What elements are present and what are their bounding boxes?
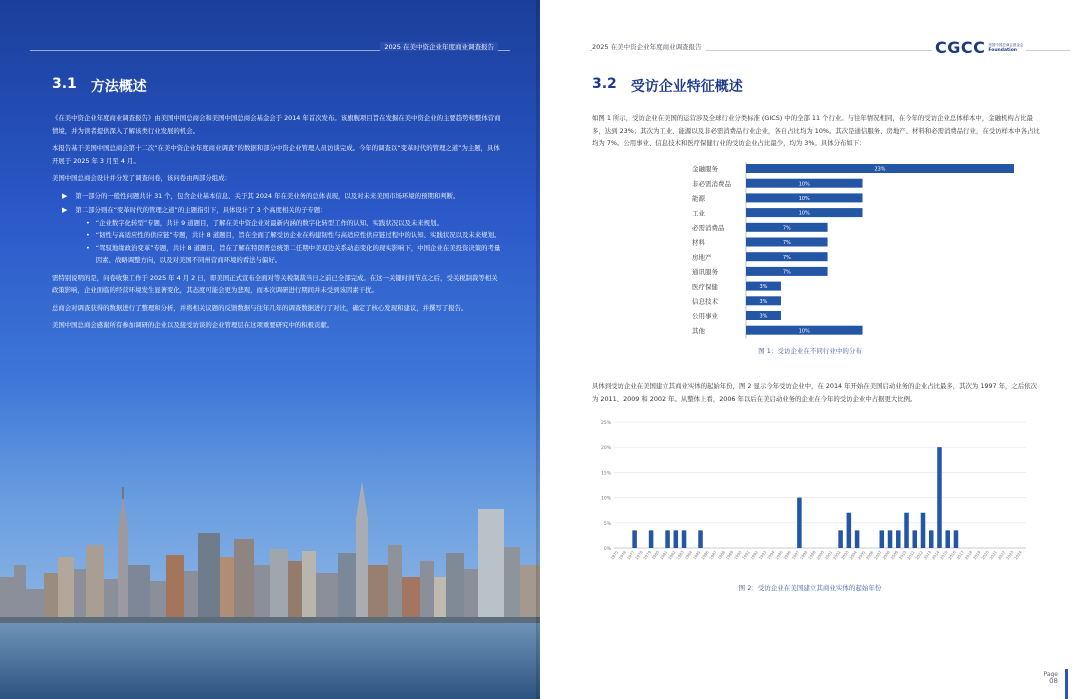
- paragraph: 具体到受访企业在美国建立其商业实体的起始年份，图 2 显示今年受访企业中，在 2014 年开始在美国启动业务的企业占比最多，其次为 1997 年，之后依次为 2011、2009 和 2002 年。从整体上看，2006 年以后在美启动业务的企业在今年的受访企业中占据更大比例。: [592, 382, 1037, 403]
- section-title: 方法概述: [90, 79, 147, 95]
- x-tick-label: 1994: [765, 549, 776, 561]
- category-label: 材料: [692, 238, 705, 247]
- x-tick-label: 2016: [947, 549, 957, 561]
- x-tick-label: 1982: [666, 549, 677, 561]
- paragraph: 美国中国总商会感谢所有参加调研的企业以及接受访谈的企业管理层在这项重要研究中的积极贡献。: [52, 321, 334, 329]
- y-tick-label: 25%: [600, 421, 611, 426]
- x-tick-label: 2019: [971, 549, 982, 561]
- sub-list-item: • “驾驭地缘政治变革”专题，共计 8 道题目，旨在了解在特朗普总统第二任期中美双边关系动态变化的现实影响下，中国企业在美投资决策的考量因素、战略调整方向，以及对美国不同州营商环境的看法与偏好。: [52, 242, 502, 267]
- bar-value-label: 3%: [759, 298, 768, 305]
- y-tick-label: 15%: [600, 471, 611, 477]
- x-tick-label: 2004: [848, 549, 858, 561]
- logo-subtext: 美国中国总商会基金会 Foundation: [988, 42, 1024, 53]
- x-tick-label: 1986: [699, 549, 710, 561]
- x-tick-label: 2021: [988, 549, 998, 561]
- bar: [921, 513, 926, 548]
- founding-year-bar-chart: [592, 412, 1032, 582]
- bar: [682, 530, 687, 548]
- section-number: 3.2: [592, 76, 617, 92]
- x-tick-label: 2023: [1004, 549, 1015, 561]
- bar-value-label: 7%: [782, 225, 791, 232]
- bar: [880, 530, 885, 548]
- y-tick-label: 0%: [603, 547, 611, 552]
- bar: [945, 530, 950, 548]
- x-tick-label: 1975: [609, 549, 619, 561]
- city-skyline-image: [0, 469, 540, 699]
- x-tick-label: 1988: [716, 549, 727, 561]
- x-tick-label: 2010: [897, 549, 908, 561]
- bar-value-label: 7%: [782, 240, 791, 247]
- x-tick-label: 1981: [658, 549, 669, 561]
- bar: [698, 530, 703, 548]
- x-tick-label: 2020: [980, 549, 990, 561]
- list-item: ▶ 第二部分则在“变革时代的管理之道”的主题指引下，具体设计了 3 个高度相关的子专题：: [52, 204, 502, 217]
- x-tick-label: 2014: [930, 549, 941, 561]
- x-tick-label: 2007: [872, 549, 883, 561]
- sub-list-item: • “企业数字化转型”专题，共计 9 道题目，了解在美中资企业对最新内涵的数字化转型工作的认知、实践状况以及未来规划。: [52, 217, 502, 230]
- sub-list-item: • “韧性与高适应性的供应链”专题，共计 8 道题目，旨在全面了解受访企业在构建韧性与高适应性供应链过程中的认知、实践状况以及未来规划。: [52, 229, 502, 242]
- bar: [904, 513, 909, 548]
- x-tick-label: 1995: [774, 549, 784, 561]
- bar: [632, 530, 637, 548]
- industry-bar-chart: [592, 162, 1032, 340]
- right-page: [540, 0, 1080, 699]
- x-tick-label: 2011: [905, 549, 916, 561]
- paragraph: 美国中国总商会设计并分发了调查问卷，该问卷由两部分组成：: [52, 174, 231, 182]
- x-tick-label: 1999: [807, 549, 817, 561]
- bar: [912, 530, 917, 548]
- section-title: 受访企业特征概述: [630, 79, 743, 95]
- x-tick-label: 2018: [963, 549, 974, 561]
- x-tick-label: 2024: [1013, 549, 1023, 561]
- bar: [674, 530, 679, 548]
- figure-caption: 图 1：受访企业在不同行业中的分布: [758, 347, 862, 355]
- x-tick-label: 1998: [798, 549, 809, 561]
- bar-value-label: 23%: [874, 166, 886, 173]
- dot-bullet-icon: •: [86, 218, 90, 227]
- method-body: [52, 112, 502, 337]
- paragraph: 如图 1 所示，受访企业在美国的运营涉及全球行业分类标准 (GICS) 中的全部 11 个行业。与往年情况相同，在今年的受访企业总体样本中，金融机构占比最多，达到 23%；其次为工业、能源以及非必需消费品行业企业，各自占比均为 10%。其次是通信服务、房地产、材料和必需消费品行业，在受访样本中各占比均为 7%。公用事业、信息技术和医疗保健行业的受访企业占比最少，均为 3%。具体分布如下：: [592, 114, 1040, 147]
- x-tick-label: 2001: [823, 549, 834, 561]
- paragraph: 总商会对调查获得的数据进行了整理和分析，并将相关议题的反馈数据与往年几年的调查数据进行了对比，确定了核心发现和建议，并撰写了报告。: [52, 303, 468, 312]
- y-tick-label: 10%: [600, 496, 611, 502]
- bar-value-label: 10%: [798, 196, 810, 202]
- x-tick-label: 2017: [955, 549, 966, 561]
- dot-bullet-icon: •: [86, 243, 90, 252]
- bar: [838, 530, 843, 548]
- paragraph: 本报告基于美国中国总商会第十二次“在美中资企业年度商业调查”的数据和部分中资企业管理人员访谈完成。今年的调查以“变革时代的管理之道”为主题，具体开展于 2025 年 3 月至 4 月。: [52, 144, 500, 165]
- bar: [888, 530, 893, 548]
- figure-caption: 图 2：受访企业在美国建立其商业实体的起始年份: [738, 584, 882, 592]
- bar: [797, 498, 802, 548]
- x-tick-label: 1976: [617, 549, 628, 561]
- x-tick-label: 1978: [634, 549, 644, 561]
- bar-value-label: 7%: [782, 254, 791, 261]
- category-label: 必需消费品: [692, 224, 725, 232]
- bar-value-label: 10%: [798, 181, 810, 188]
- x-tick-label: 2013: [922, 549, 933, 561]
- running-header: 2025 在美中资企业年度商业调查报告: [380, 42, 498, 51]
- category-label: 能源: [692, 194, 705, 203]
- x-tick-label: 2008: [881, 549, 891, 561]
- bar-value-label: 3%: [759, 313, 768, 320]
- bar: [855, 530, 860, 548]
- section-heading: [592, 76, 743, 96]
- cgcc-logo: [932, 38, 1026, 57]
- category-label: 其他: [692, 326, 705, 335]
- bar-value-label: 7%: [782, 269, 791, 276]
- triangle-bullet-icon: ▶: [62, 191, 68, 200]
- bar: [929, 530, 934, 548]
- category-label: 公用事业: [692, 312, 718, 321]
- x-tick-label: 2012: [914, 549, 924, 561]
- bar: [649, 530, 654, 548]
- x-tick-label: 1989: [724, 549, 735, 561]
- category-label: 工业: [692, 209, 705, 218]
- dot-bullet-icon: •: [86, 231, 90, 239]
- section-heading: [52, 76, 147, 96]
- x-tick-label: 2022: [996, 549, 1007, 561]
- section-number: 3.1: [52, 76, 77, 92]
- x-tick-label: 1996: [782, 549, 792, 561]
- page-accent-bar: [1065, 669, 1068, 699]
- bar-value-label: 3%: [759, 284, 768, 291]
- x-tick-label: 1992: [749, 549, 760, 561]
- x-tick-label: 1980: [650, 549, 661, 561]
- category-label: 医疗保健: [692, 282, 718, 291]
- x-tick-label: 2002: [831, 549, 842, 561]
- category-label: 信息技术: [692, 297, 718, 306]
- x-tick-label: 2009: [889, 549, 900, 561]
- x-tick-label: 1991: [741, 549, 751, 561]
- x-tick-label: 1985: [691, 549, 702, 561]
- x-tick-label: 1993: [757, 549, 768, 561]
- page-number: Page 08: [1043, 671, 1058, 685]
- x-tick-label: 2006: [864, 549, 875, 561]
- x-tick-label: 2003: [840, 549, 850, 561]
- category-label: 房地产: [692, 253, 712, 262]
- logo-wordmark: CGCC: [935, 38, 986, 57]
- bar: [847, 513, 852, 548]
- bar-value-label: 10%: [798, 210, 810, 217]
- bar-value-label: 10%: [798, 328, 810, 335]
- x-tick-label: 1983: [675, 549, 685, 561]
- x-tick-label: 1984: [683, 549, 694, 561]
- y-tick-label: 5%: [603, 521, 611, 527]
- category-label: 金融服务: [692, 165, 718, 174]
- bar: [954, 530, 959, 548]
- x-tick-label: 1979: [642, 549, 652, 561]
- bar: [896, 530, 901, 548]
- category-label: 非必需消费品: [692, 179, 731, 188]
- triangle-bullet-icon: ▶: [62, 206, 68, 214]
- x-tick-label: 2015: [938, 549, 949, 561]
- bar: [937, 447, 942, 548]
- paragraph: 需特别说明的是，问卷收集工作于 2025 年 4 月 2 日，即美国正式宣布全面对等关税制裁当日之前已全部完成。在这一关键时间节点之后，受关税制裁等相关政策影响，企业面临的经营环境发生显著变化，其态度可能会更为悲观，而本次调研进行期间并未受到该因素干扰。: [52, 273, 498, 294]
- x-tick-label: 2005: [856, 549, 867, 561]
- x-tick-label: 2000: [815, 549, 825, 561]
- category-label: 通讯服务: [692, 268, 718, 277]
- paragraph: 《在美中资企业年度商业调查报告》由美国中国总商会和美国中国总商会基金会于 2014 年首次发布。该旗舰项目旨在发掘在美中资企业的主要趋势和整体营商情境，并为读者提供深入了解该类行业发展的机会。: [52, 114, 501, 135]
- bar: [665, 530, 670, 548]
- x-tick-label: 1990: [732, 549, 743, 561]
- x-tick-label: 1997: [790, 549, 801, 561]
- list-item: ▶ 第一部分的一般性问题共计 31 个，包含企业基本信息、关于其 2024 年在美业务的总体表现，以及对未来美国市场环境的预期和判断。: [52, 190, 502, 203]
- y-tick-label: 20%: [600, 446, 611, 452]
- x-tick-label: 1977: [625, 549, 636, 561]
- running-header: 2025 在美中资企业年度商业调查报告: [592, 42, 706, 51]
- x-tick-label: 1987: [708, 549, 718, 561]
